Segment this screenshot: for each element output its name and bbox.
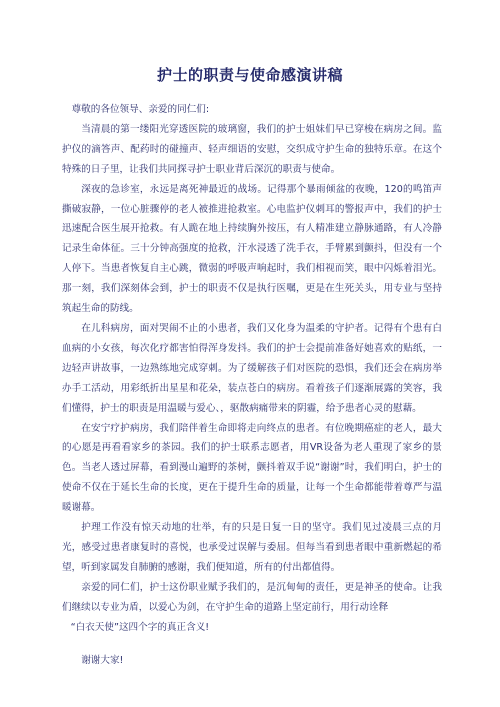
paragraph-morning: 当清晨的第一缕阳光穿透医院的玻璃窗，我们的护士姐妹们早已穿梭在病房之间。监护仪的滴答声、配药时的碰撞声、轻声细语的安慰，交织成守护生命的独特乐章。在这个特殊的日子里，让我们共同探寻护士职业背后深沉的职责与使命。 xyxy=(62,123,442,175)
paragraph-persistence: 护理工作没有惊天动地的壮举，有的只是日复一日的坚守。我们见过凌晨三点的月光，感受过患者康复时的喜悦，也承受过误解与委屈。但每当看到患者眼中重新燃起的希望，听到家属发自肺腑的感谢，我们便知道，所有的付出都值得。 xyxy=(62,522,442,573)
paragraph-emergency: 深夜的急诊室，永远是离死神最近的战场。记得那个暴雨倾盆的夜晚，120的鸣笛声撕破寂静，一位心脏骤停的老人被推进抢救室。心电监护仪刺耳的警报声中，我们的护士迅速配合医生展开抢救。有人跪在地上持续胸外按压，有人精准建立静脉通路，有人冷静记录生命体征。三十分钟高强度的抢救，汗水浸透了洗手衣，手臂累到颤抖，但没有一个人停下。当患者恢复自主心跳，微弱的呼吸声响起时，我们相视而笑，眼中闪烁着泪光。那一刻，我们深刻体会到，护士的职责不仅是执行医嘱，更是在生死关头，用专业与坚持筑起生命的防线。 xyxy=(62,183,442,315)
quote-line: “白衣天使”这四个字的真正含义! xyxy=(70,621,210,633)
paragraph-pediatrics: 在儿科病房，面对哭闹不止的小患者，我们又化身为温柔的守护者。记得有个患有白血病的小女孩，每次化疗都害怕得浑身发抖。我们的护士会提前准备好她喜欢的贴纸，一边轻声讲故事，一边熟练地完成穿刺。为了缓解孩子们对医院的恐惧，我们还会在病房举办手工活动，用彩纸折出星星和花朵，装点苍白的病房。看着孩子们逐渐展露的笑容，我们懂得，护士的职责是用温暖与爱心、，驱散病痛带来的阴霾，给予患者心灵的慰藉。 xyxy=(62,322,442,414)
paragraph-call-to-action: 亲爱的同仁们，护士这份职业赋予我们的，是沉甸甸的责任，更是神圣的使命。让我们继续以专业为盾，以爱心为剑，在守护生命的道路上坚定前行，用行动诠释 xyxy=(62,581,442,613)
closing-thanks: 谢谢大家! xyxy=(81,655,124,667)
document-body xyxy=(62,100,442,671)
document-title: 护士的职责与使命感演讲稿 xyxy=(156,66,343,84)
greeting-line: 尊敬的各位领导、亲爱的同仁们: xyxy=(71,104,210,115)
paragraph-hospice: 在安宁疗护病房，我们陪伴着生命即将走向终点的患者。有位晚期癌症的老人，最大的心愿是再看看家乡的茶园。我们的护士联系志愿者，用VR设备为老人重现了家乡的景色。当老人透过屏幕，看到漫山遍野的茶树，颤抖着双手说“谢谢”时，我们明白，护士的使命不仅在于延长生命的长度，更在于提升生命的质量，让每一个生命都能带着尊严与温暖谢幕。 xyxy=(62,422,442,514)
